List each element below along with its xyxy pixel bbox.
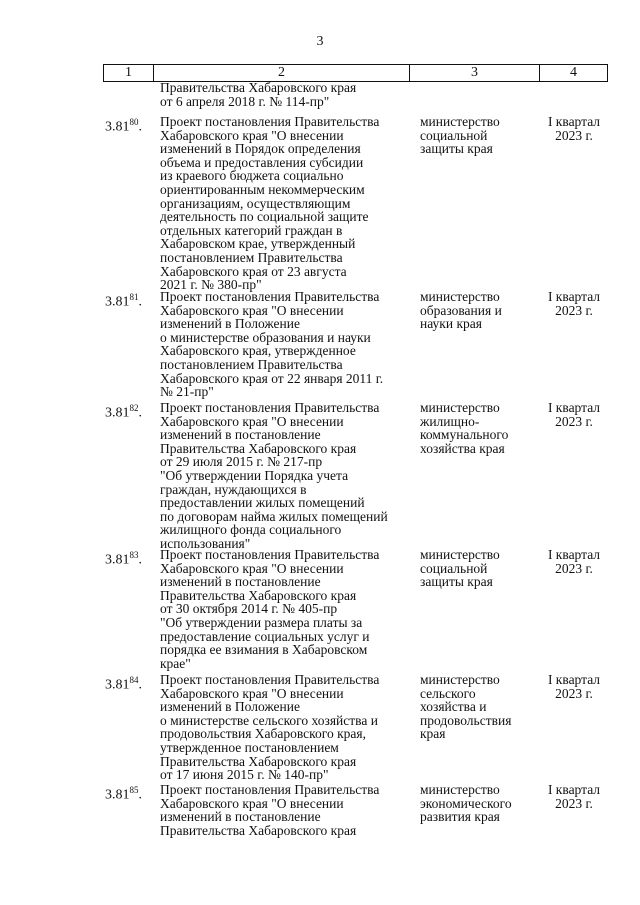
row-description: Проект постановления Правительства Хабаровского края "О внесении изменений в постановление Правительства Хабаровского края от 30 октября 2014 г. № 405-пр "Об утверждении размера платы за предоставление социальных услуг и порядка ее взимания в Хабаровском крае" <box>160 547 380 671</box>
header-col-2: 2 <box>154 65 410 81</box>
row-term: I квартал 2023 г. <box>547 547 601 576</box>
row-description: Проект постановления Правительства Хабаровского края "О внесении изменений в постановление Правительства Хабаровского края от 29 июля 2015 г. № 217-пр "Об утверждении Порядка учета граждан, нуждающихся в предоставлении жилых помещений по договорам найма жилых помещений жилищного фонда социального использования" <box>160 400 388 551</box>
row-description: Проект постановления Правительства Хабаровского края "О внесении изменений в Порядок определения объема и предоставления субсидии из краевого бюджета социально ориентированным некоммерческим организациям, осуществляющим деятельность по социальной защите отдельных категорий граждан в Хабаровском крае, утвержденный постановлением Правительства Хабаровского края от 23 августа 2021 г. № 380-пр" <box>160 114 380 293</box>
row-number: 3.81$^{80}$. <box>105 117 142 135</box>
header-col-3: 3 <box>410 65 540 81</box>
header-col-4: 4 <box>570 65 577 80</box>
row-number: 3.81$^{81}$. <box>105 292 142 310</box>
row-term: I квартал 2023 г. <box>547 672 601 701</box>
row-term: I квартал 2023 г. <box>547 782 601 811</box>
row-description: Проект постановления Правительства Хабаровского края "О внесении изменений в Положение о министерстве образования и науки Хабаровского края, утвержденное постановлением Правительства Хабаровского края от 22 января 2011 г. № 21-пр" <box>160 289 384 400</box>
row-responsible: министерство социальной защиты края <box>420 547 500 590</box>
row-responsible: министерство образования и науки края <box>420 289 502 332</box>
row-description: Проект постановления Правительства Хабаровского края "О внесении изменений в Положение о министерстве сельского хозяйства и продовольствия Хабаровского края, утвержденное постановлением Правительства Хабаровского края от 17 июня 2015 г. № 140-пр" <box>160 672 380 783</box>
row-term: I квартал 2023 г. <box>547 400 601 429</box>
row-number: 3.81$^{84}$. <box>105 675 142 693</box>
row-term: I квартал 2023 г. <box>547 289 601 318</box>
row-responsible: министерство экономического развития края <box>420 782 512 825</box>
row-responsible: министерство жилищно- коммунального хозяйства края <box>420 400 509 456</box>
row-description: Проект постановления Правительства Хабаровского края "О внесении изменений в постановление Правительства Хабаровского края <box>160 782 380 838</box>
header-col-1: 1 <box>104 65 154 81</box>
row-term: I квартал 2023 г. <box>547 114 601 143</box>
page-number: 3 <box>316 34 324 49</box>
row-number: 3.81$^{83}$. <box>105 550 142 568</box>
row-number: 3.81$^{85}$. <box>105 785 142 803</box>
row-responsible: министерство социальной защиты края <box>420 114 500 157</box>
row-responsible: министерство сельского хозяйства и продовольствия края <box>420 672 512 742</box>
carry-over-text: Правительства Хабаровского края от 6 апреля 2018 г. № 114-пр" <box>160 80 357 109</box>
row-number: 3.81$^{82}$. <box>105 403 142 421</box>
